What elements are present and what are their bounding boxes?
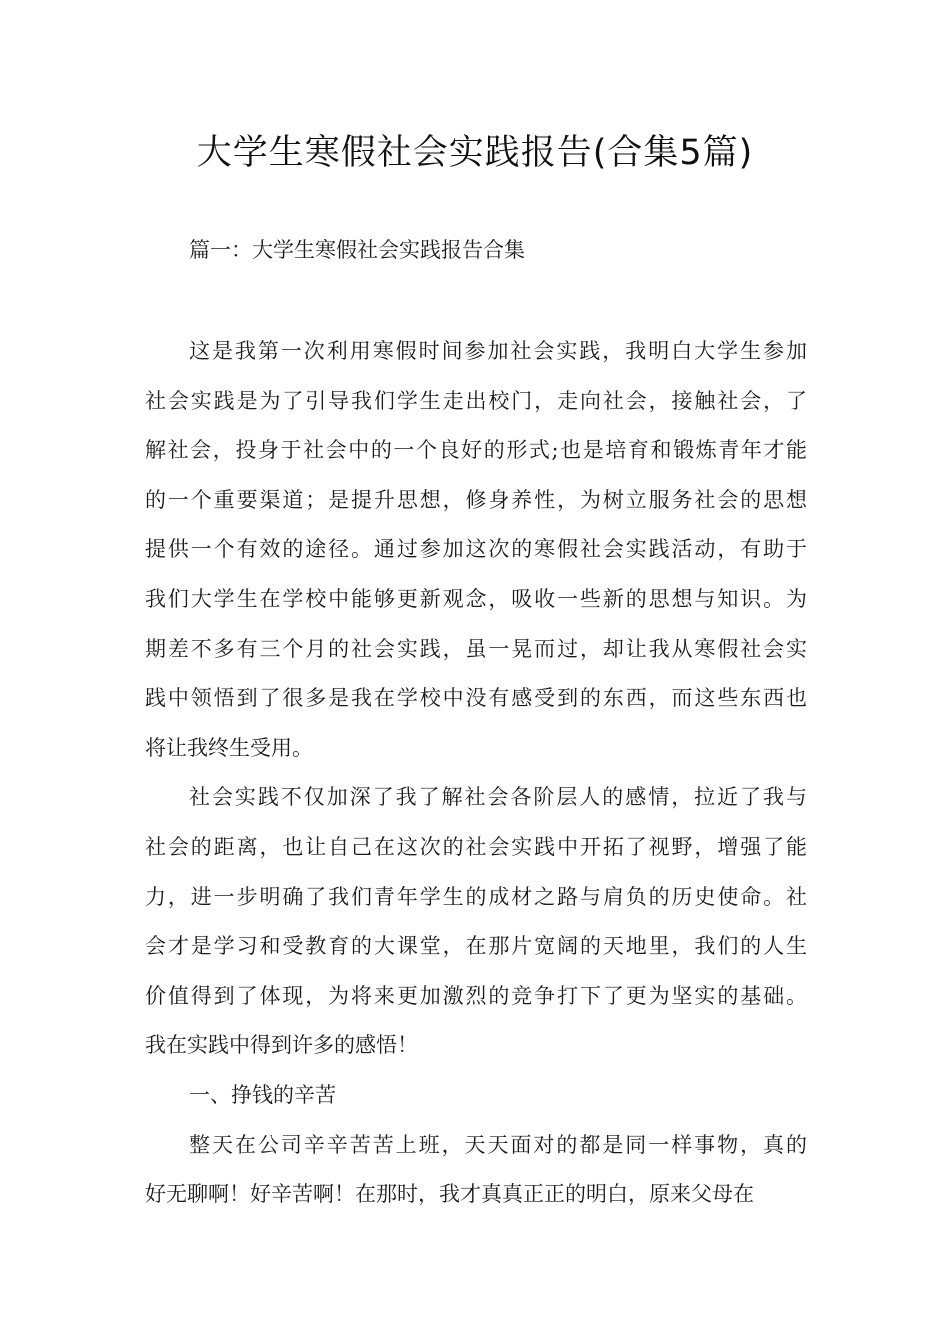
paragraph [145, 327, 807, 773]
paragraph-line: 的一个重要渠道；是提升思想，修身养性，为树立服务社会的思想 [145, 487, 807, 512]
paragraph-line: 社会实践是为了引导我们学生走出校门，走向社会，接触社会，了 [145, 388, 807, 413]
paragraph-line: 社会的距离，也让自己在这次的社会实践中开拓了视野，增强了能 [145, 834, 807, 859]
paragraph-line: 整天在公司辛辛苦苦上班，天天面对的都是同一样事物，真的 [189, 1132, 807, 1157]
paragraph-line: 解社会，投身于社会中的一个良好的形式;也是培育和锻炼青年才能 [145, 438, 807, 463]
paragraph-line: 社会实践不仅加深了我了解社会各阶层人的感情，拉近了我与 [189, 785, 807, 810]
document-title: 大学生寒假社会实践报告(合集5篇) [196, 133, 754, 173]
paragraph [145, 1071, 807, 1121]
document-body [145, 327, 807, 1220]
paragraph-line: 践中领悟到了很多是我在学校中没有感受到的东西，而这些东西也 [145, 686, 807, 711]
paragraph-line: 一、挣钱的辛苦 [189, 1082, 336, 1107]
paragraph [145, 773, 807, 1071]
paragraph-line: 期差不多有三个月的社会实践，虽一晃而过，却让我从寒假社会实 [145, 636, 807, 661]
paragraph-line: 价值得到了体现，为将来更加激烈的竞争打下了更为坚实的基础。 [145, 983, 807, 1008]
paragraph-line: 将让我终生受用。 [145, 735, 313, 760]
paragraph-line: 好无聊啊！好辛苦啊！在那时，我才真真正正的明白，原来父母在 [145, 1182, 754, 1207]
section-heading: 篇一：大学生寒假社会实践报告合集 [189, 238, 525, 262]
paragraph-line: 我在实践中得到许多的感悟！ [145, 1033, 418, 1058]
paragraph [145, 1121, 807, 1220]
paragraph-line: 会才是学习和受教育的大课堂，在那片宽阔的天地里，我们的人生 [145, 934, 807, 959]
paragraph-line: 这是我第一次利用寒假时间参加社会实践，我明白大学生参加 [189, 339, 807, 363]
paragraph-line: 力，进一步明确了我们青年学生的成材之路与肩负的历史使命。社 [145, 884, 807, 909]
paragraph-line: 我们大学生在学校中能够更新观念，吸收一些新的思想与知识。为 [145, 586, 807, 611]
paragraph-line: 提供一个有效的途径。通过参加这次的寒假社会实践活动，有助于 [145, 537, 807, 562]
